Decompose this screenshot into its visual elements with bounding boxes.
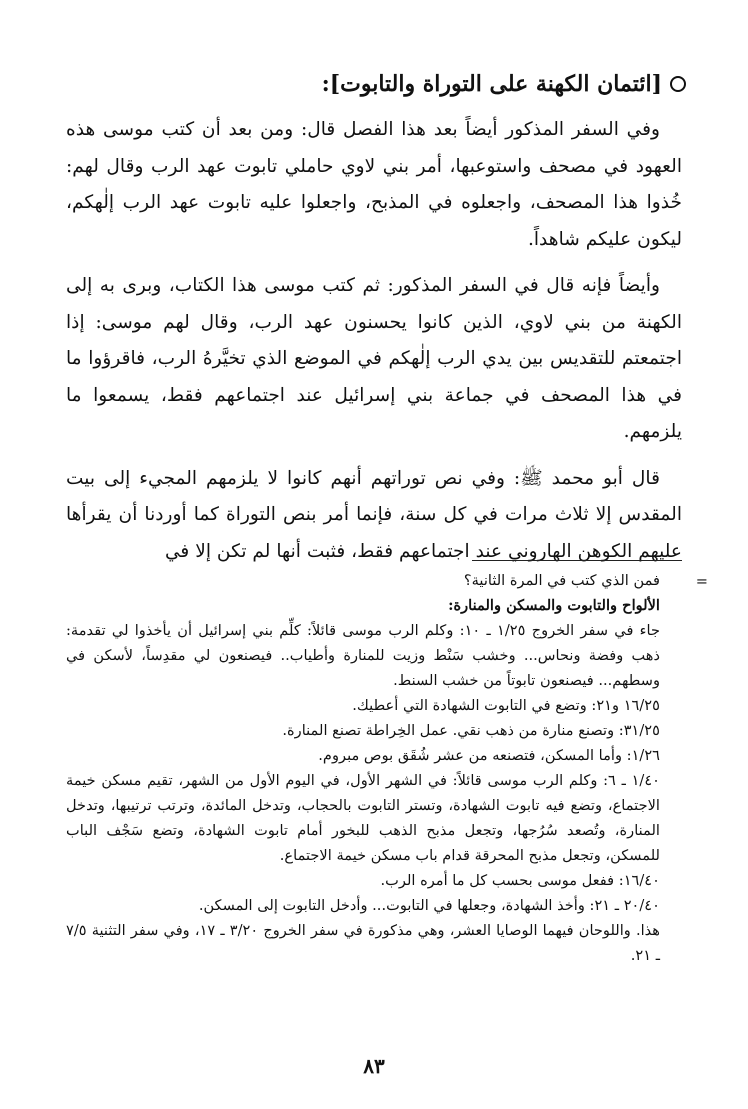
- main-text: [66, 112, 682, 580]
- page-number: ٨٣: [363, 1054, 385, 1078]
- section-heading: [66, 68, 686, 100]
- footnote-line: ١٦/٢٥ و٢١: وتضع في التابوت الشهادة التي أعطيك.: [352, 697, 660, 714]
- footnote-line: ١/٢٦: وأما المسكن، فتصنعه من عشر شُقَق بوص مبروم.: [318, 747, 660, 764]
- footnote-line: ٢٠/٤٠ ـ ٢١: وأخذ الشهادة، وجعلها في التابوت... وأدخل التابوت إلى المسكن.: [198, 897, 660, 914]
- hollow-circle-bullet-icon: [670, 76, 686, 92]
- footnote-continuation-marker: =: [695, 573, 708, 590]
- section-heading-text: [ائتمان الكهنة على التوراة والتابوت]:: [321, 71, 662, 97]
- footnote-line: هذا. واللوحان فيهما الوصايا العشر، وهي مذكورة في سفر الخروج ٣/٢٠ ـ ١٧، وفي سفر التثنية ٧/٥ ـ ٢١.: [66, 922, 661, 964]
- paragraph: وفي السفر المذكور أيضاً بعد هذا الفصل قال: ومن بعد أن كتب موسى هذه العهود في مصحف واستوعبها، أمر بني لاوي حاملي تابوت عهد الرب وقال لهم: خُذوا هذا المصحف، واجعلوه في المذبح، واجعلوا عليه تابوت عهد الرب إلٰهكم، ليكون عليكم شاهداً.: [66, 119, 682, 250]
- footnote-line: جاء في سفر الخروج ١/٢٥ ـ ١٠: وكلم الرب موسى قائلاً: كلِّم بني إسرائيل أن يأخذوا لي تقدمة: ذهب وفضة ونحاس... وخشب سَنْط وزيت للمنارة وأطياب.. فيصنعون لي مقدِساً، لأسكن في وسطهم... فيصنعون تابوتاً من خشب السنط.: [66, 622, 661, 689]
- paragraph: قال أبو محمد ﷺ: وفي نص توراتهم أنهم كانوا لا يلزمهم المجيء إلى بيت المقدس إلا ثلاث مرات في كل سنة، فإنما أمر بنص التوراة كما أوردنا أن يقرأها عليهم الكوهن الهاروني عند اجتماعهم فقط، فثبت أنها لم تكن إلا في: [66, 467, 682, 562]
- footnote-line: ٣١/٢٥: وتصنع منارة من ذهب نقي. عمل الخِراطة تصنع المنارة.: [282, 722, 660, 739]
- paragraph: وأيضاً فإنه قال في السفر المذكور: ثم كتب موسى هذا الكتاب، وبرى به إلى الكهنة من بني لاوي، الذين كانوا يحسنون عهد الرب، وقال لهم موسى: إذا اجتمعتم للتقديس بين يدي الرب إلٰهكم في الموضع الذي تخيَّرهُ الرب، فاقرؤوا ما في هذا المصحف في جماعة بني إسرائيل عند اجتماعهم فقط، يسمعوا ما يلزمهم.: [66, 275, 682, 442]
- footnote-line: فمن الذي كتب في المرة الثانية؟: [463, 572, 660, 589]
- footnote-subheading: الألواح والتابوت والمسكن والمنارة:: [448, 597, 660, 614]
- footnotes: [66, 568, 682, 968]
- footnote-separator: [472, 560, 682, 561]
- footnote-line: ١٦/٤٠: ففعل موسى بحسب كل ما أمره الرب.: [380, 872, 660, 889]
- footnote-line: ١/٤٠ ـ ٦: وكلم الرب موسى قائلاً: في الشهر الأول، في اليوم الأول من الشهر، تقيم مسكن خيمة الاجتماع، وتضع فيه تابوت الشهادة، وتستر التابوت بالحجاب، وتدخل المائدة، وترتب ترتيبها، وتدخل المنارة، وتُصعد سُرُجها، وتجعل مذبح الذهب للبخور أمام تابوت الشهادة، وتضع سَجْف الباب للمسكن، وتجعل مذبح المحرقة قدام باب مسكن خيمة الاجتماع.: [66, 772, 660, 864]
